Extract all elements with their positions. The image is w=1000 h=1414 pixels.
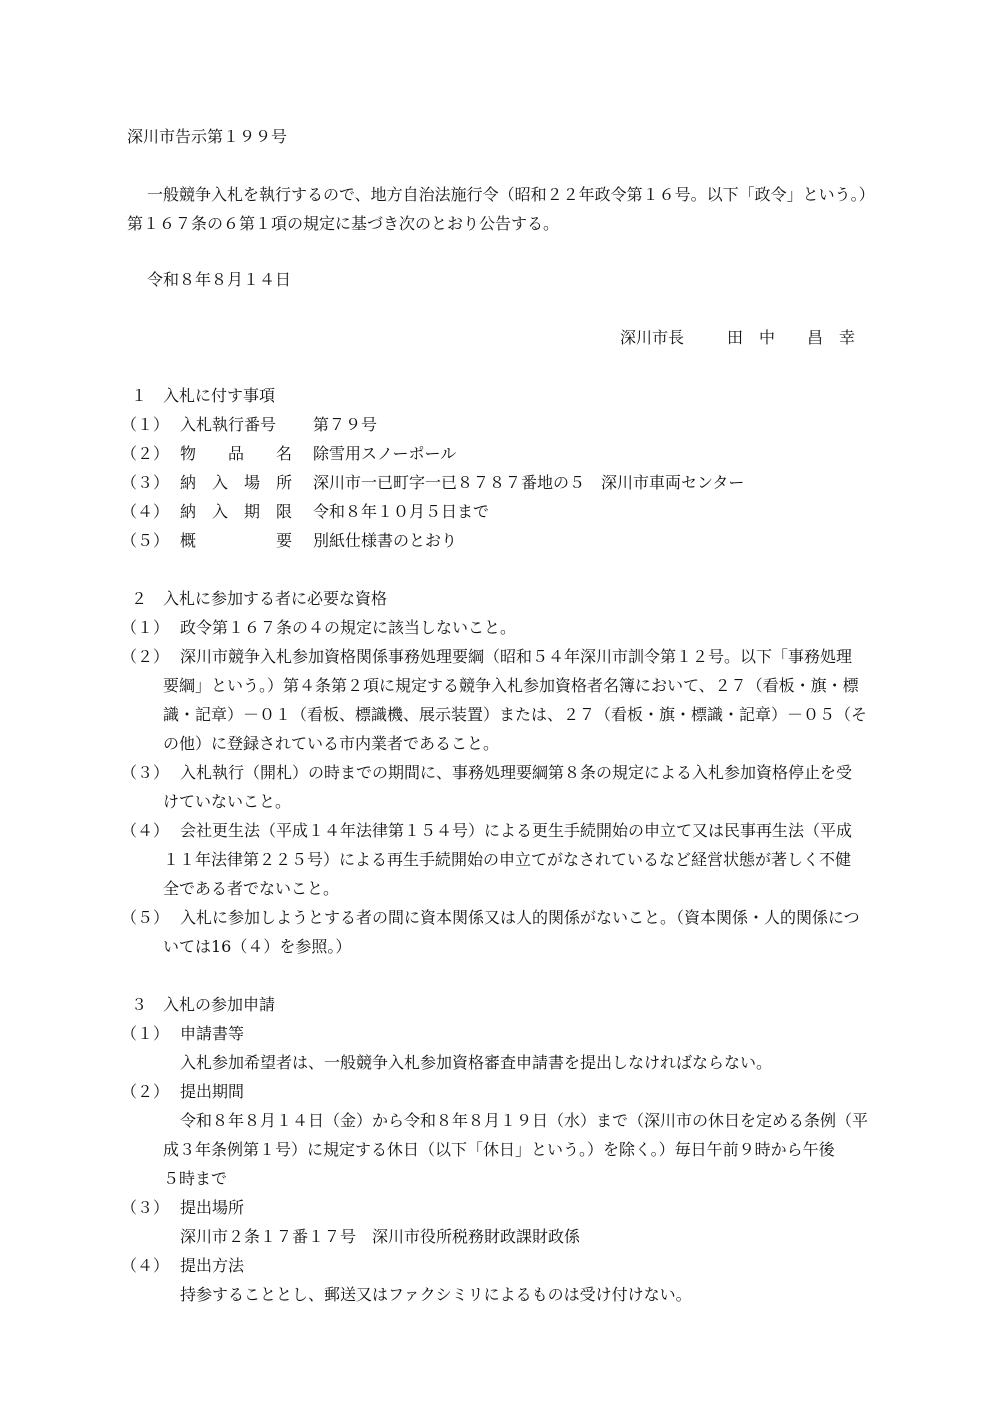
item-text-line: 持参することとし、郵送又はファクシミリによるものは受け付けない。 <box>180 1285 692 1304</box>
item-value: 深川市一已町字一已８７８７番地の５ 深川市車両センター <box>313 473 745 492</box>
item-text-line: 要綱」という。）第４条第２項に規定する競争入札参加資格者名簿において、２７（看板・旗・標 <box>163 676 859 695</box>
item-text-line: 会社更生法（平成１４年法律第１５４号）による更生手続開始の申立て又は民事再生法（平成 <box>180 821 853 840</box>
item-text-line: 深川市２条１７番１７号 深川市役所税務財政課財政係 <box>180 1227 581 1246</box>
item-label: 納 入 期 限 <box>180 502 293 521</box>
item-number: （５） <box>121 908 170 927</box>
item-text-line: けていないこと。 <box>163 792 292 811</box>
intro-line-1: 一般競争入札を執行するので、地方自治法施行令（昭和２２年政令第１６号。以下「政令」という。） <box>147 185 875 204</box>
item-text-line: 深川市競争入札参加資格関係事務処理要綱（昭和５４年深川市訓令第１２号。以下「事務処理 <box>180 647 853 666</box>
item-number: （４） <box>121 502 170 521</box>
item-number: （１） <box>121 618 170 637</box>
item-text-line: 政令第１６７条の４の規定に該当しないこと。 <box>180 618 517 637</box>
item-text-line: 識・記章）－０１（看板、標識機、展示装置）または、２７（看板・旗・標識・記章）－０５（そ <box>163 705 868 724</box>
item-text-line: の他）に登録されている市内業者であること。 <box>163 734 500 753</box>
item-title: 提出期間 <box>180 1082 245 1101</box>
notice-number: 深川市告示第１９９号 <box>127 127 288 146</box>
item-text-line: ５時まで <box>163 1169 228 1188</box>
item-number: （３） <box>121 473 170 492</box>
item-number: （１） <box>121 1024 170 1043</box>
intro-line-2: 第１６７条の６第１項の規定に基づき次のとおり公告する。 <box>127 214 560 233</box>
item-number: （４） <box>121 1256 170 1275</box>
item-text-line: 入札執行（開札）の時までの期間に、事務処理要綱第８条の規定による入札参加資格停止を受 <box>180 763 853 782</box>
item-number: （２） <box>121 647 170 666</box>
item-number: （５） <box>121 531 170 550</box>
item-value: 令和８年１０月５日まで <box>313 502 490 521</box>
item-title: 提出方法 <box>180 1256 245 1275</box>
item-number: （３） <box>121 1198 170 1217</box>
item-number: （３） <box>121 763 170 782</box>
item-value: 別紙仕様書のとおり <box>313 531 458 550</box>
item-label: 概 要 <box>180 531 293 550</box>
item-title: 申請書等 <box>180 1024 245 1043</box>
item-text-line: 成３年条例第１号）に規定する休日（以下「休日」という。）を除く。）毎日午前９時から午後 <box>163 1140 835 1159</box>
item-label: 入札執行番号 <box>180 415 277 434</box>
section-1-heading: １ 入札に付す事項 <box>131 386 276 405</box>
item-value: 除雪用スノーポール <box>313 444 457 463</box>
item-text-line: 令和８年８月１４日（金）から令和８年８月１９日（水）まで（深川市の休日を定める条例（平 <box>180 1111 869 1130</box>
signatory-title: 深川市長 <box>620 328 685 347</box>
item-number: （２） <box>121 444 170 463</box>
item-number: （２） <box>121 1082 170 1101</box>
item-label: 納 入 場 所 <box>180 473 293 492</box>
section-2-heading: ２ 入札に参加する者に必要な資格 <box>131 589 388 608</box>
item-text-line: 入札に参加しようとする者の間に資本関係又は人的関係がないこと。（資本関係・人的関係につ <box>180 908 860 927</box>
signatory-name: 田 中 昌 幸 <box>727 328 856 347</box>
item-number: （１） <box>121 415 170 434</box>
item-text-line: いては16（４）を参照。） <box>163 937 352 956</box>
item-title: 提出場所 <box>180 1198 245 1217</box>
item-label: 物 品 名 <box>180 444 293 463</box>
item-text-line: 入札参加希望者は、一般競争入札参加資格審査申請書を提出しなければならない。 <box>180 1053 773 1072</box>
item-text-line: １１年法律第２２５号）による再生手続開始の申立てがなされているなど経営状態が著しく不健 <box>163 850 852 869</box>
section-3-heading: ３ 入札の参加申請 <box>131 995 276 1014</box>
item-text-line: 全である者でないこと。 <box>163 879 340 898</box>
notice-date: 令和８年８月１４日 <box>147 270 292 289</box>
item-number: （４） <box>121 821 170 840</box>
item-value: 第７９号 <box>313 415 378 434</box>
